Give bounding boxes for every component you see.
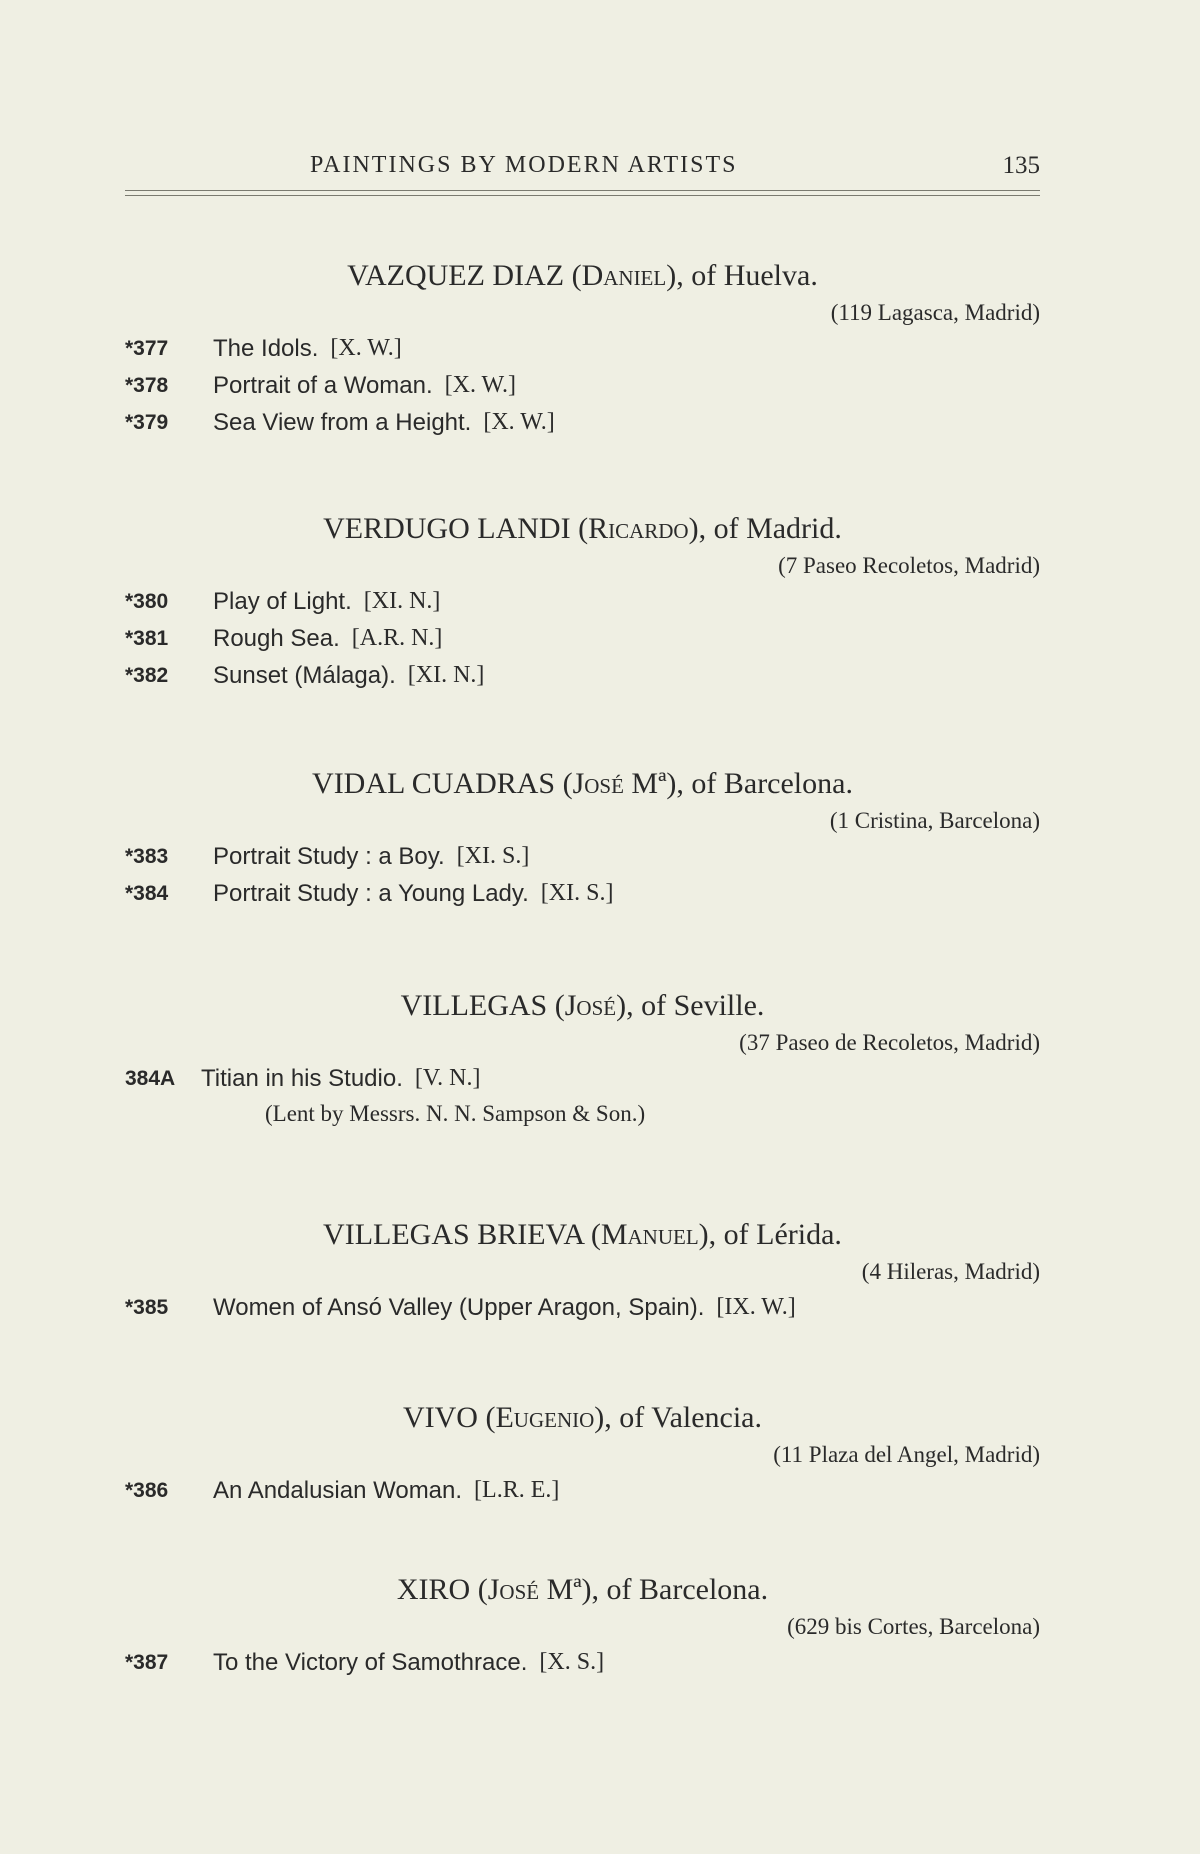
- artist-origin: of Huelva.: [691, 259, 818, 292]
- artist-heading: [125, 1570, 1040, 1610]
- entry-number: *382: [125, 664, 169, 687]
- entry-gallery: [L.R. E.]: [474, 1477, 560, 1503]
- artist-surname: VILLEGAS: [400, 989, 548, 1022]
- artist-surname: VILLEGAS BRIEVA: [323, 1218, 584, 1251]
- catalogue-entry: [125, 657, 1040, 694]
- artist-address: (119 Lagasca, Madrid): [830, 300, 1040, 325]
- catalogue-entry: [125, 583, 1040, 620]
- header-rule: [125, 195, 1040, 196]
- artist-section: [125, 1570, 1040, 1681]
- catalogue-entry: [125, 875, 1040, 912]
- artist-heading: [125, 1215, 1040, 1255]
- artist-forename: (José),: [554, 989, 634, 1022]
- entry-title: Portrait of a Woman.: [213, 372, 433, 399]
- entry-number: *379: [125, 411, 169, 434]
- entry-title: To the Victory of Samothrace.: [213, 1649, 528, 1676]
- entry-number: *383: [125, 845, 169, 868]
- artist-origin: of Lérida.: [723, 1218, 842, 1251]
- entry-title: Portrait Study : a Young Lady.: [213, 880, 529, 907]
- artist-origin: of Seville.: [641, 989, 765, 1022]
- entry-title: Sea View from a Height.: [213, 409, 472, 436]
- artist-heading: [125, 764, 1040, 804]
- artist-heading: [125, 986, 1040, 1026]
- entry-gallery: [X. W.]: [444, 372, 516, 398]
- artist-origin: of Madrid.: [713, 512, 842, 545]
- catalogue-entry: [125, 1289, 1040, 1326]
- artist-address: (4 Hileras, Madrid): [861, 1259, 1040, 1284]
- artist-section: [125, 1215, 1040, 1326]
- entry-gallery: [XI. S.]: [540, 880, 614, 906]
- entry-number: 384A: [125, 1067, 176, 1090]
- artist-section: [125, 256, 1040, 441]
- artist-address: (629 bis Cortes, Barcelona): [787, 1614, 1040, 1639]
- artist-surname: XIRO: [396, 1573, 471, 1606]
- entry-number: *385: [125, 1296, 169, 1319]
- artist-surname: VAZQUEZ DIAZ: [347, 259, 565, 292]
- artist-forename: (Eugenio),: [485, 1401, 612, 1434]
- catalogue-entry: [125, 838, 1040, 875]
- artist-origin: of Valencia.: [619, 1401, 763, 1434]
- artist-address: (37 Paseo de Recoletos, Madrid): [739, 1030, 1040, 1055]
- artist-forename: (Ricardo),: [578, 512, 707, 545]
- entry-gallery: [V. N.]: [414, 1065, 481, 1091]
- entry-gallery: [XI. N.]: [407, 662, 485, 688]
- entry-title: Play of Light.: [213, 588, 352, 615]
- entry-gallery: [IX. W.]: [716, 1294, 796, 1320]
- entry-number: *381: [125, 627, 169, 650]
- entry-number: *387: [125, 1651, 169, 1674]
- page-header: [125, 148, 1040, 188]
- entry-title: Women of Ansó Valley (Upper Aragon, Spain).: [213, 1294, 705, 1321]
- catalogue-entry: [125, 1060, 1040, 1097]
- catalogue-entry: [125, 404, 1040, 441]
- artist-forename: (José Mª),: [477, 1573, 600, 1606]
- catalogue-entry: [125, 1472, 1040, 1509]
- entry-number: *377: [125, 337, 169, 360]
- artist-surname: VIVO: [402, 1401, 478, 1434]
- entry-title: An Andalusian Woman.: [213, 1477, 463, 1504]
- catalogue-entry: [125, 620, 1040, 657]
- artist-address: (11 Plaza del Angel, Madrid): [773, 1442, 1040, 1467]
- catalogue-entry: [125, 330, 1040, 367]
- entry-number: *386: [125, 1479, 169, 1502]
- header-rule: [125, 190, 1040, 191]
- entry-gallery: [XI. N.]: [363, 588, 441, 614]
- artist-forename: (Manuel),: [590, 1218, 717, 1251]
- artist-section: [125, 764, 1040, 912]
- artist-forename: (Daniel),: [571, 259, 684, 292]
- entry-title: Titian in his Studio.: [201, 1065, 403, 1092]
- artist-origin: of Barcelona.: [691, 767, 853, 800]
- entry-gallery: [A.R. N.]: [351, 625, 443, 651]
- artist-origin: of Barcelona.: [606, 1573, 769, 1606]
- artist-heading: [125, 256, 1040, 296]
- catalogue-entry: [125, 367, 1040, 404]
- artist-surname: VERDUGO LANDI: [323, 512, 571, 545]
- artist-heading: [125, 1398, 1040, 1438]
- entry-title: Portrait Study : a Boy.: [213, 843, 445, 870]
- entry-gallery: [X. W.]: [483, 409, 555, 435]
- entry-number: *380: [125, 590, 169, 613]
- loan-note: (Lent by Messrs. N. N. Sampson & Son.): [265, 1101, 646, 1126]
- entry-number: *384: [125, 882, 169, 905]
- artist-forename: (José Mª),: [562, 767, 684, 800]
- catalogue-entry: [125, 1644, 1040, 1681]
- entry-number: *378: [125, 374, 169, 397]
- artist-section: [125, 986, 1040, 1131]
- artist-section: [125, 1398, 1040, 1509]
- entry-gallery: [XI. S.]: [456, 843, 530, 869]
- artist-address: (1 Cristina, Barcelona): [829, 808, 1040, 833]
- artist-heading: [125, 509, 1040, 549]
- entry-title: Rough Sea.: [213, 625, 340, 652]
- entry-title: The Idols.: [213, 335, 319, 362]
- entry-title: Sunset (Málaga).: [213, 662, 396, 689]
- artist-section: [125, 509, 1040, 694]
- entry-gallery: [X. S.]: [539, 1649, 605, 1675]
- entry-gallery: [X. W.]: [330, 335, 402, 361]
- running-title: PAINTINGS BY MODERN ARTISTS: [310, 152, 738, 178]
- artist-surname: VIDAL CUADRAS: [312, 767, 556, 800]
- artist-address: (7 Paseo Recoletos, Madrid): [778, 553, 1040, 578]
- page-number: 135: [1002, 152, 1040, 179]
